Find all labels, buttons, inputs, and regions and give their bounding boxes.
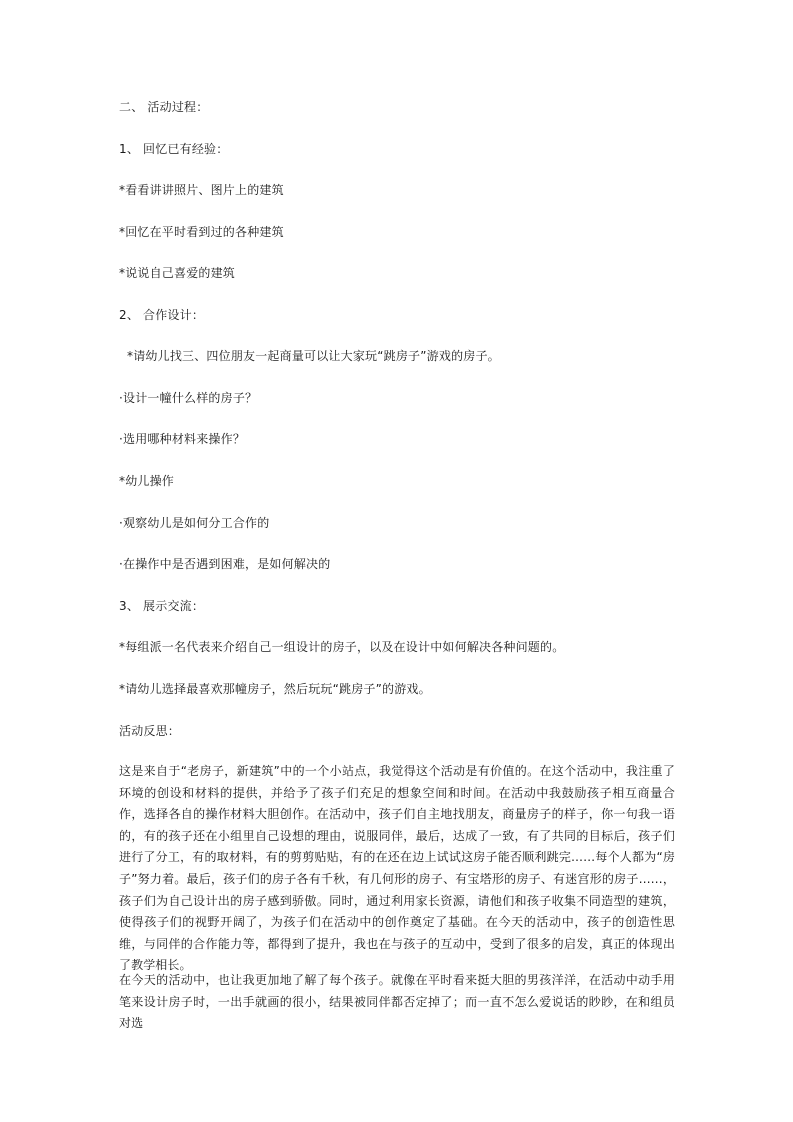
reflection-paragraph-1: 这是来自于“老房子，新建筑”中的一个小站点，我觉得这个活动是有价值的。在这个活动中，我注重了环境的创设和材料的提供，并给予了孩子们充足的想象空间和时间。在活动中我鼓励孩子相互商量合作，选择各自的操作材料大胆创作。在活动中，孩子们自主地找朋友，商量房子的样子，你一句我一语的，有的孩子还在小组里自己设想的理由，说服同伴，最后，达成了一致，有了共同的目标后，孩子们进行了分工，有的取材料，有的剪剪贴贴，有的在还在边上试试这房子能否顺利跳完……每个人都为“房子”努力着。最后，孩子们的房子各有千秋，有几何形的房子、有宝塔形的房子、有迷宫形的房子……，孩子们为自己设计出的房子感到骄傲。同时，通过利用家长资源，请他们和孩子收集不同造型的建筑，使得孩子们的视野开阔了，为孩子们在活动中的创作奠定了基础。在今天的活动中，孩子的创造性思维，与同伴的合作能力等，都得到了提升，我也在与孩子的互动中，受到了很多的启发，真正的体现出了教学相长。 — [119, 764, 675, 973]
step-3-heading: 3、 展示交流： — [119, 599, 205, 613]
list-item: ·观察幼儿是如何分工合作的 — [119, 516, 270, 530]
list-item: ·设计一幢什么样的房子？ — [119, 391, 258, 405]
step-2-heading: 2、 合作设计： — [119, 308, 205, 322]
list-item: *看看讲讲照片、图片上的建筑 — [119, 183, 284, 197]
list-item: *幼儿操作 — [119, 474, 175, 488]
list-item: *回忆在平时看到过的各种建筑 — [119, 225, 284, 239]
step-1-heading: 1、 回忆已有经验： — [119, 142, 229, 156]
list-item: ·在操作中是否遇到困难，是如何解决的 — [119, 557, 331, 571]
list-item: *每组派一名代表来介绍自己一组设计的房子，以及在设计中如何解决各种问题的。 — [119, 640, 565, 654]
list-item: ·选用哪种材料来操作？ — [119, 432, 246, 446]
section-heading-activity-process: 二、 活动过程： — [119, 100, 209, 114]
list-item: *说说自己喜爱的建筑 — [119, 266, 236, 280]
reflection-heading: 活动反思： — [119, 724, 181, 738]
reflection-paragraph-2: 在今天的活动中，也让我更加地了解了每个孩子。就像在平时看来挺大胆的男孩洋洋，在活动中动手用笔来设计房子时，一出手就画的很小，结果被同伴都否定掉了；而一直不怎么爱说话的眇眇，在和组员对选 — [119, 973, 675, 1031]
list-item: *请幼儿找三、四位朋友一起商量可以让大家玩“跳房子”游戏的房子。 — [119, 349, 500, 363]
list-item: *请幼儿选择最喜欢那幢房子，然后玩玩“跳房子”的游戏。 — [119, 682, 431, 696]
